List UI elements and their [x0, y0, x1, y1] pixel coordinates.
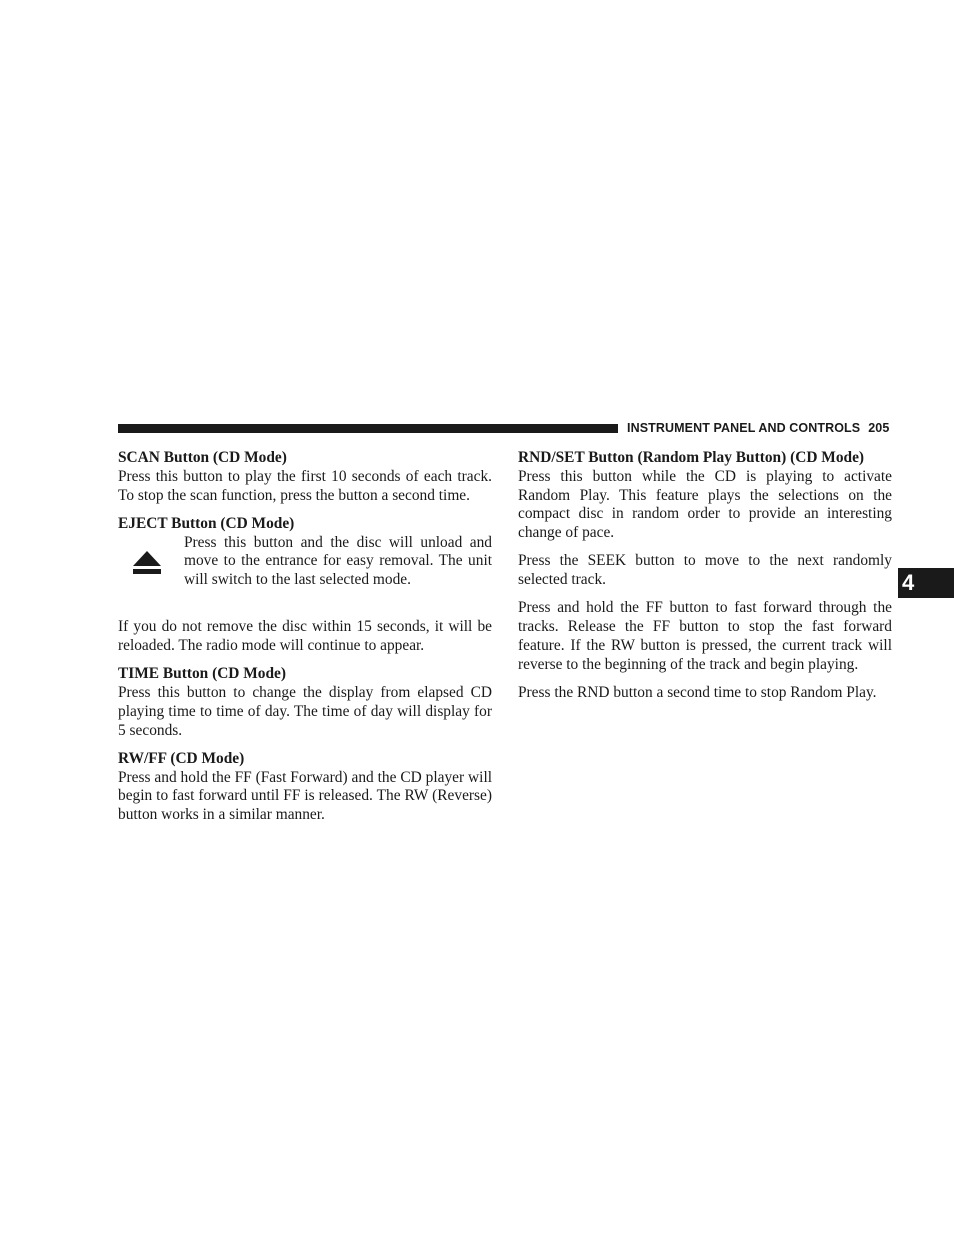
scan-heading: SCAN Button (CD Mode) [118, 449, 287, 466]
header-rule [118, 424, 618, 433]
eject-block [118, 534, 492, 590]
eject-followup: If you do not remove the disc within 15 seconds, it will be reloaded. The radio mode will continue to appear. [118, 618, 492, 654]
time-heading: TIME Button (CD Mode) [118, 665, 287, 683]
eject-heading: EJECT Button (CD Mode) [118, 514, 295, 532]
running-header [627, 420, 891, 436]
rnd-paragraph-4: Press the RND button a second time to stop Random Play. [518, 683, 877, 701]
right-column [518, 449, 892, 712]
page-number: 205 [868, 421, 890, 435]
chapter-tab [898, 568, 954, 598]
scan-body: Press this button to play the first 10 seconds of each track. To stop the scan function, press the button a second time. [118, 467, 492, 504]
left-column [118, 449, 492, 834]
eject-section [118, 515, 492, 656]
rwff-heading: RW/FF (CD Mode) [118, 749, 245, 767]
rnd-paragraph-2: Press the SEEK button to move to the next randomly selected track. [518, 552, 892, 589]
rnd-heading: RND/SET Button (Random Play Button) (CD Mode) [518, 449, 865, 466]
rnd-paragraph-1: Press this button while the CD is playing to activate Random Play. This feature plays the selections on the compact disc in random order to provide an interesting change of pace. [518, 467, 892, 542]
eject-icon [118, 534, 184, 590]
time-body: Press this button to change the display from elapsed CD playing time to time of day. The time of day will display for 5 seconds. [118, 683, 492, 739]
scan-section [118, 449, 492, 505]
time-section [118, 665, 492, 740]
section-title: INSTRUMENT PANEL AND CONTROLS [627, 421, 861, 435]
rnd-section [518, 449, 892, 703]
rnd-paragraph-3: Press and hold the FF button to fast forward through the tracks. Release the FF button to stop the fast forward feature. If the RW button is pressed, the current track will reverse to the beginning of the track and begin playing. [518, 599, 892, 673]
chapter-number: 4 [902, 570, 915, 595]
rwff-section [118, 750, 492, 825]
rwff-body: Press and hold the FF (Fast Forward) and the CD player will begin to fast forward until FF is released. The RW (Reverse) button works in a similar manner. [118, 768, 492, 824]
eject-body: Press this button and the disc will unload and move to the entrance for easy removal. The unit will switch to the last selected mode. [184, 533, 492, 589]
